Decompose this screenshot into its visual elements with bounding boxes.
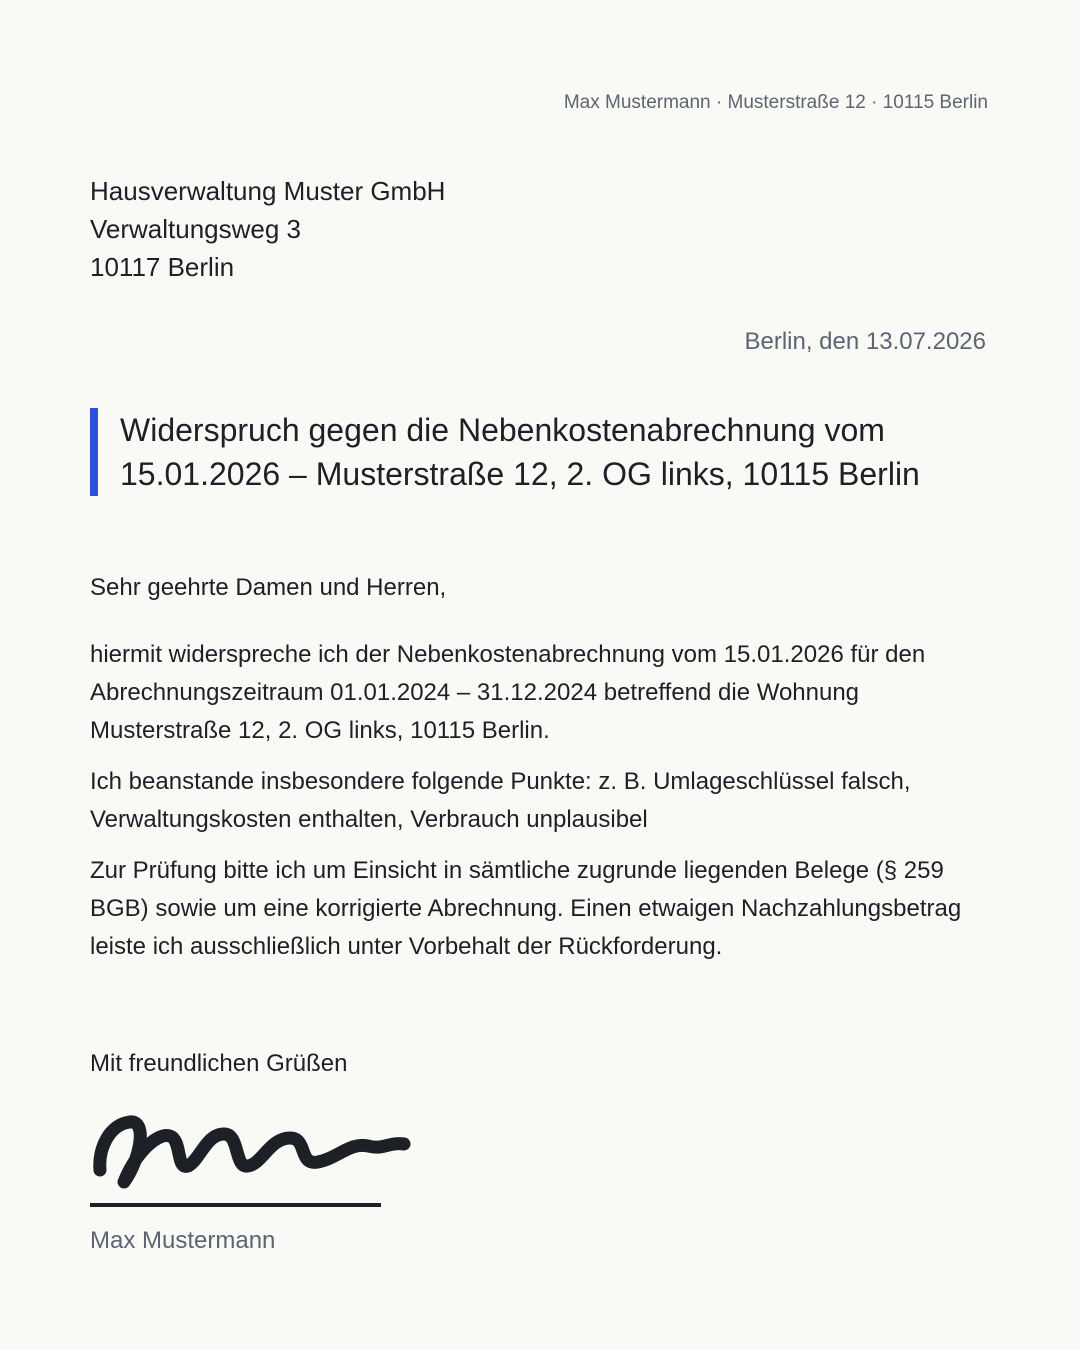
recipient-city: 10117 Berlin — [90, 252, 235, 282]
letter-body — [90, 636, 970, 979]
body-paragraph: hiermit widerspreche ich der Nebenkostenabrechnung vom 15.01.2026 für den Abrechnungszeitraum 01.01.2024 – 31.12.2024 betreffend die Wohnung Musterstraße 12, 2. OG links, 10115 Berlin. — [90, 641, 926, 744]
signature-name: Max Mustermann — [90, 1227, 276, 1254]
sender-address-line: Max Mustermann · Musterstraße 12 · 10115 Berlin — [563, 92, 988, 113]
body-paragraph: Ich beanstande insbesondere folgende Punkte: z. B. Umlageschlüssel falsch, Verwaltungskosten enthalten, Verbrauch unplausibel — [90, 768, 911, 833]
handwritten-signature — [88, 1108, 418, 1198]
letter-date: Berlin, den 13.07.2026 — [744, 328, 986, 355]
salutation: Sehr geehrte Damen und Herren, — [90, 574, 447, 601]
closing-phrase: Mit freundlichen Grüßen — [90, 1050, 348, 1077]
recipient-address-block — [90, 172, 445, 286]
recipient-street: Verwaltungsweg 3 — [90, 214, 302, 244]
recipient-company: Hausverwaltung Muster GmbH — [90, 176, 446, 206]
signature-line — [90, 1203, 381, 1207]
body-paragraph: Zur Prüfung bitte ich um Einsicht in sämtliche zugrunde liegenden Belege (§ 259 BGB) sowie um eine korrigierte Abrechnung. Einen etwaigen Nachzahlungsbetrag leiste ich ausschließlich unter Vorbehalt der Rückforderung. — [90, 857, 962, 960]
subject-line: Widerspruch gegen die Nebenkostenabrechnung vom 15.01.2026 – Musterstraße 12, 2. OG links, 10115 Berlin — [90, 408, 980, 496]
